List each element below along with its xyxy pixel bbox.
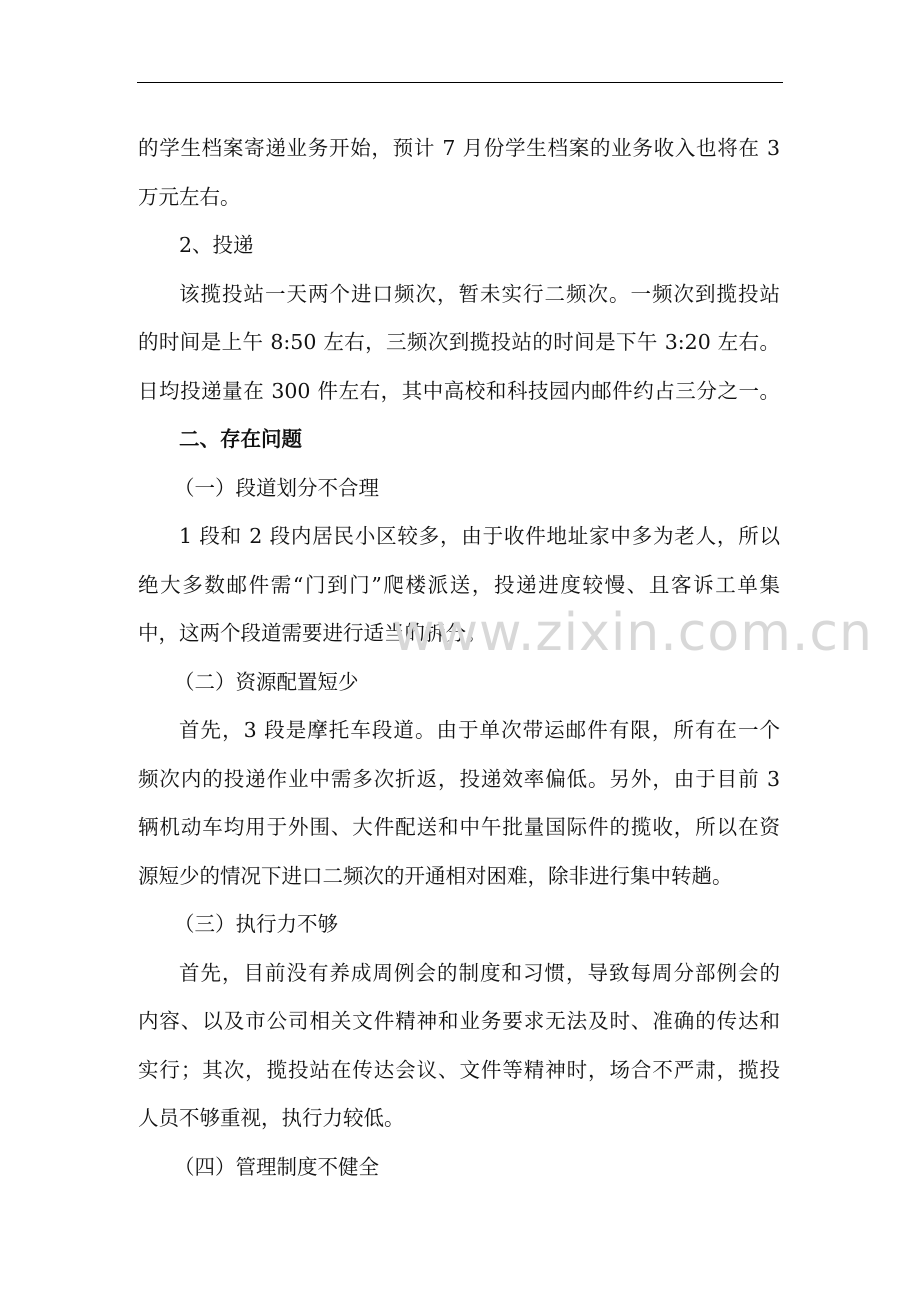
- paragraph-line: 的学生档案寄递业务开始，预计 7 月份学生档案的业务收入也将在 3: [138, 136, 780, 160]
- subsection-heading: （三）执行力不够: [174, 912, 338, 936]
- paragraph-line: 日均投递量在 300 件左右，其中高校和科技园内邮件约占三分之一。: [138, 378, 780, 403]
- paragraph-line: 绝大多数邮件需“门到门”爬楼派送，投递进度较慢、且客诉工单集: [138, 572, 780, 597]
- paragraph-line: 该揽投站一天两个进口频次，暂未实行二频次。一频次到揽投站: [179, 281, 780, 306]
- subsection-heading: （四）管理制度不健全: [174, 1154, 379, 1179]
- paragraph-line: 人员不够重视，执行力较低。: [138, 1106, 405, 1130]
- paragraph-line: 首先，3 段是摩托车段道。由于单次带运邮件有限，所有在一个: [179, 718, 780, 742]
- section-heading-delivery: 2、投递: [179, 233, 254, 257]
- paragraph-line: 首先，目前没有养成周例会的制度和习惯，导致每周分部例会的: [179, 960, 780, 985]
- subsection-heading: （一）段道划分不合理: [174, 475, 379, 500]
- subsection-heading: （二）资源配置短少: [174, 669, 359, 694]
- paragraph-line: 辆机动车均用于外围、大件配送和中午批量国际件的揽收，所以在资: [138, 815, 780, 839]
- paragraph-line: 频次内的投递作业中需多次折返，投递效率偏低。另外，由于目前 3: [138, 766, 780, 791]
- header-rule: [137, 82, 783, 83]
- paragraph-line: 1 段和 2 段内居民小区较多，由于收件地址家中多为老人，所以: [179, 524, 780, 548]
- paragraph-line: 的时间是上午 8:50 左右，三频次到揽投站的时间是下午 3:20 左右。: [138, 330, 780, 354]
- document-body: [138, 124, 780, 1191]
- paragraph-line: 实行；其次，揽投站在传达会议、文件等精神时，场合不严肃，揽投: [138, 1057, 780, 1082]
- paragraph-line: 中，这两个段道需要进行适当的拆分。: [138, 621, 487, 645]
- paragraph-line: 内容、以及市公司相关文件精神和业务要求无法及时、准确的传达和: [138, 1009, 780, 1033]
- paragraph-line: 万元左右。: [138, 184, 241, 209]
- paragraph-line: 源短少的情况下进口二频次的开通相对困难，除非进行集中转趟。: [138, 863, 733, 888]
- section-heading-problems: 二、存在问题: [179, 427, 302, 451]
- watermark: www.zixin.com.cn: [392, 603, 873, 663]
